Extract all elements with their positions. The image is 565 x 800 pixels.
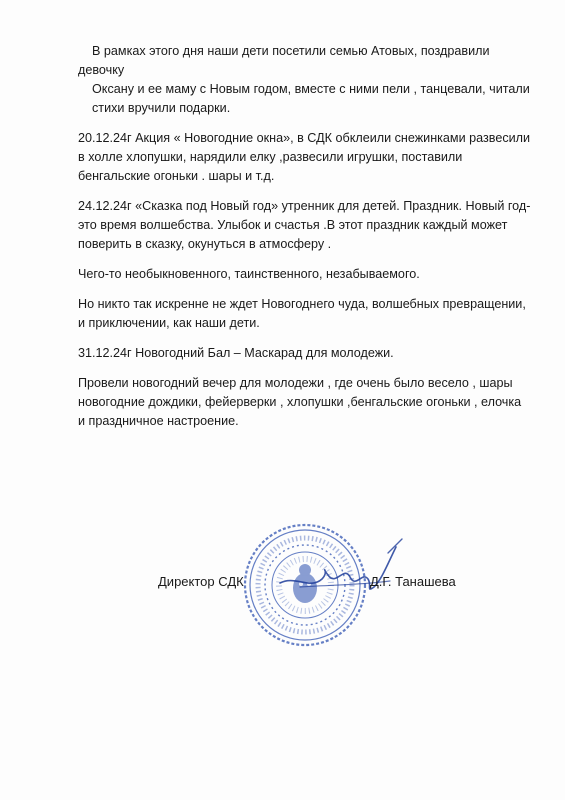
- text-line: и приключении, как наши дети.: [78, 316, 260, 330]
- handwritten-signature-icon: [270, 535, 410, 605]
- text-line: Оксану и ее маму с Новым годом, вместе с ними пели , танцевали, читали: [92, 82, 530, 96]
- text-line: и праздничное настроение.: [78, 414, 239, 428]
- text-line: 20.12.24г Акция « Новогодние окна», в СДК обклеили снежинками развесили: [78, 131, 531, 145]
- signatory-name: Д.Г. Танашева: [370, 574, 456, 589]
- text-line: Провели новогодний вечер для молодежи , где очень было весело , шары: [78, 376, 513, 390]
- text-line: это время волшебства. Улыбок и счастья .В этот праздник каждый может: [78, 218, 508, 232]
- text-line: В рамках этого дня наши дети посетили семью Атовых, поздравили девочку: [78, 44, 490, 77]
- text-line: 31.12.24г Новогодний Бал – Маскарад для молодежи.: [78, 346, 394, 360]
- text-line: Чего-то необыкновенного, таинственного, незабываемого.: [78, 267, 420, 281]
- text-line: в холле хлопушки, нарядили елку ,развесили игрушки, поставили: [78, 150, 463, 164]
- text-line: поверить в сказку, окунуться в атмосферу .: [78, 237, 332, 251]
- text-line: новогодние дождики, фейерверки , хлопушки ,бенгальские огоньки , елочка: [78, 395, 522, 409]
- text-line: стихи вручили подарки.: [92, 101, 231, 115]
- text-line: 24.12.24г «Сказка под Новый год» утренник для детей. Праздник. Новый год-: [78, 199, 531, 213]
- text-line: бенгальские огоньки . шары и т.д.: [78, 169, 275, 183]
- text-line: Но никто так искренне не ждет Новогоднего чуда, волшебных превращении,: [78, 297, 526, 311]
- signatory-title: Директор СДК: [158, 574, 244, 589]
